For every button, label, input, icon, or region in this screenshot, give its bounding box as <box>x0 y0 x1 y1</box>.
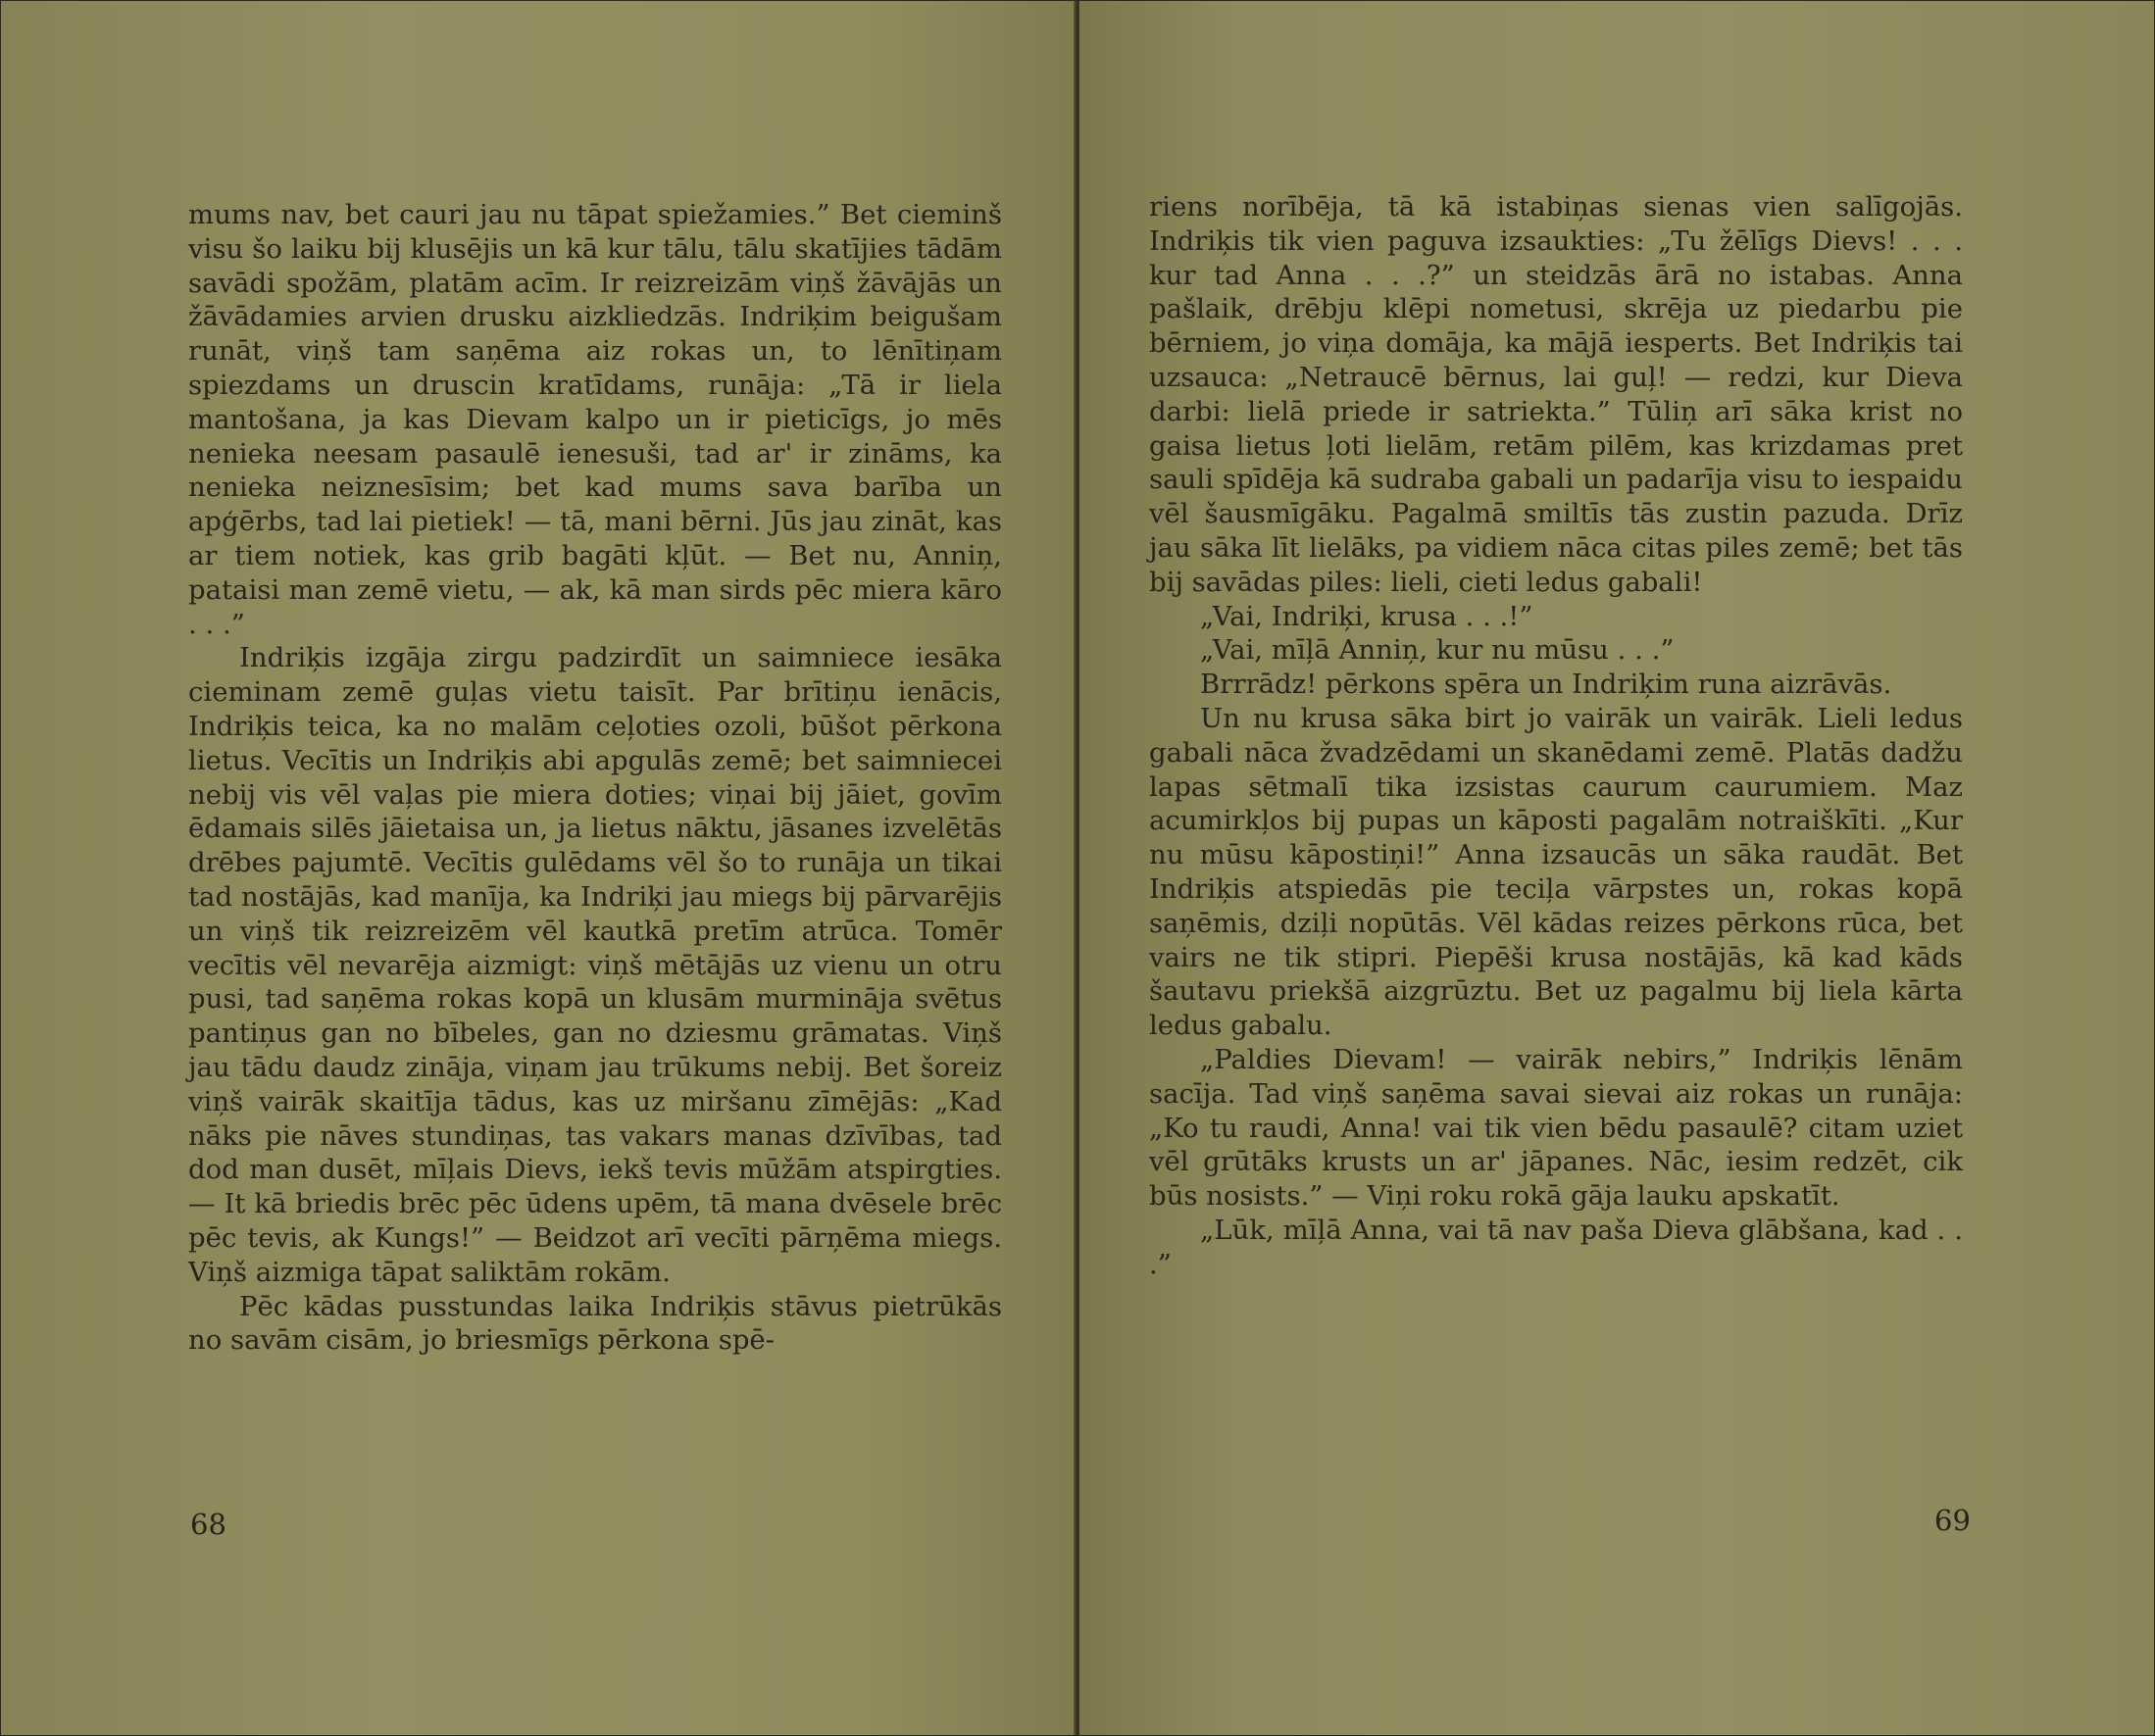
right-page-text <box>1149 190 1963 1282</box>
page-number-right: 69 <box>1934 1504 1971 1537</box>
paragraph: „Vai, mīļā Anniņ, kur nu mūsu . . .” <box>1200 634 1675 667</box>
paragraph: „Lūk, mīļā Anna, vai tā nav paša Dieva glābšana, kad . . .” <box>1149 1214 1963 1280</box>
left-page-text <box>188 198 1002 1358</box>
paragraph: riens norībēja, tā kā istabiņas sienas vien salīgojās. Indriķis tik vien paguva izsaukties: „Tu žēlīgs Dievs! . . . kur tad Anna . . .?” un steidzās ārā no istabas. Anna pašlaik, drēbju klēpi nometusi, skrēja uz piedarbu pie bērniem, jo viņa domāja, ka mājā iesperts. Bet Indriķis tai uzsauca: „Netraucē bērnus, lai guļ! — redzi, kur Dieva darbi: lielā priede ir satriekta.” Tūliņ arī sāka krist no gaisa lietus ļoti lielām, retām pilēm, kas krizdamas pret sauli spīdēja kā sudraba gabali un padarīja visu to iespaidu vēl šausmīgāku. Pagalmā smiltīs tās zustin pazuda. Drīz jau sāka līt lielāks, pa vidiem nāca citas piles zemē; bet tās bij savādas piles: lieli, cieti ledus gabali! <box>1149 191 1963 598</box>
paragraph: Indriķis izgāja zirgu padzirdīt un saimniece iesāka cieminam zemē guļas vietu taisīt. Par brītiņu ienācis, Indriķis teica, ka no malām ceļoties ozoli, būšot pērkona lietus. Vecītis un Indriķis abi apgulās zemē; bet saimniecei nebij vis vēl vaļas pie miera doties; viņai bij jāiet, govīm ēdamais silēs jāietaisa un, ja lietus nāktu, jāsanes izvelētās drēbes pajumtē. Vecītis gulēdams vēl šo to runāja un tikai tad nostājās, kad manīja, ka Indriķi jau miegs bij pārvarējis un viņš tik reizreizēm vēl kautkā pretīm atrūca. Tomēr vecītis vēl nevarēja aizmigt: viņš mētājās uz vienu un otru pusi, tad saņēma rokas kopā un klusām murmināja svētus pantiņus gan no bībeles, gan no dziesmu grāmatas. Viņš jau tādu daudz zināja, viņam jau trūkums nebij. Bet šoreiz viņš vairāk skaitīja tādus, kas uz miršanu zīmējās: „Kad nāks pie nāves stundiņas, tas vakars manas dzīvības, tad dod man dusēt, mīļais Dievs, iekš tevis mūžām atspirgties. — It kā briedis brēc pēc ūdens upēm, tā mana dvēsele brēc pēc tevis, ak Kungs!” — Beidzot arī vecīti pārņēma miegs. Viņš aizmiga tāpat saliktām rokām. <box>188 642 1002 1288</box>
page-number-left: 68 <box>190 1508 226 1541</box>
paragraph: mums nav, bet cauri jau nu tāpat spiežamies.” Bet cieminš visu šo laiku bij klusējis un kā kur tālu, tālu skatījies tādām savādi spožām, platām acīm. Ir reizreizām viņš žāvājās un žāvādamies arvien drusku aizkliedzās. Indriķim beigušam runāt, viņš tam saņēma aiz rokas un, to lēnītiņam spiezdams un druscin kratīdams, runāja: „Tā ir liela mantošana, ja kas Dievam kalpo un ir pieticīgs, jo mēs nenieka neesam pasaulē ienesuši, tad ar' ir zināms, ka nenieka neiznesīsim; bet kad mums sava barība un apģērbs, tad lai pietiek! — tā, mani bērni. Jūs jau zināt, kas ar tiem notiek, kas grib bagāti kļūt. — Bet nu, Anniņ, pataisi man zemē vietu, — ak, kā man sirds pēc miera kāro . . .” <box>188 199 1002 640</box>
paragraph: Pēc kādas pusstundas laika Indriķis stāvus pietrūkās no savām cisām, jo briesmīgs pērkona spē- <box>188 1290 1002 1357</box>
right-page <box>1079 0 2155 1736</box>
paragraph: Un nu krusa sāka birt jo vairāk un vairāk. Lieli ledus gabali nāca žvadzēdami un skanēdami zemē. Platās dadžu lapas sētmalī tika izsistas caurum caurumiem. Maz acumirkļos bij pupas un kāposti pagalām notraiškīti. „Kur nu mūsu kāpostiņi!” Anna izsaucās un sāka raudāt. Bet Indriķis atspiedās pie teciļa vārpstes un, rokas kopā saņēmis, dziļi nopūtās. Vēl kādas reizes pērkons rūca, bet vairs ne tik stipri. Piepēši krusa nostājās, kā kad kāds šautavu priekšā aizgrūztu. Bet uz pagalmu bij liela kārta ledus gabalu. <box>1149 702 1963 1042</box>
paragraph: „Vai, Indriķi, krusa . . .!” <box>1200 600 1533 632</box>
paragraph: Brrrādz! pērkons spēra un Indriķim runa aizrāvās. <box>1200 669 1892 701</box>
left-page <box>0 0 1076 1736</box>
paragraph: „Paldies Dievam! — vairāk nebirs,” Indriķis lēnām sacīja. Tad viņš saņēma savai sievai aiz rokas un runāja: „Ko tu raudi, Anna! vai tik vien bēdu pasaulē? citam uziet vēl grūtāks krusts un ar' jāpanes. Nāc, iesim redzēt, cik būs nosists.” — Viņi roku rokā gāja lauku apskatīt. <box>1149 1043 1963 1213</box>
